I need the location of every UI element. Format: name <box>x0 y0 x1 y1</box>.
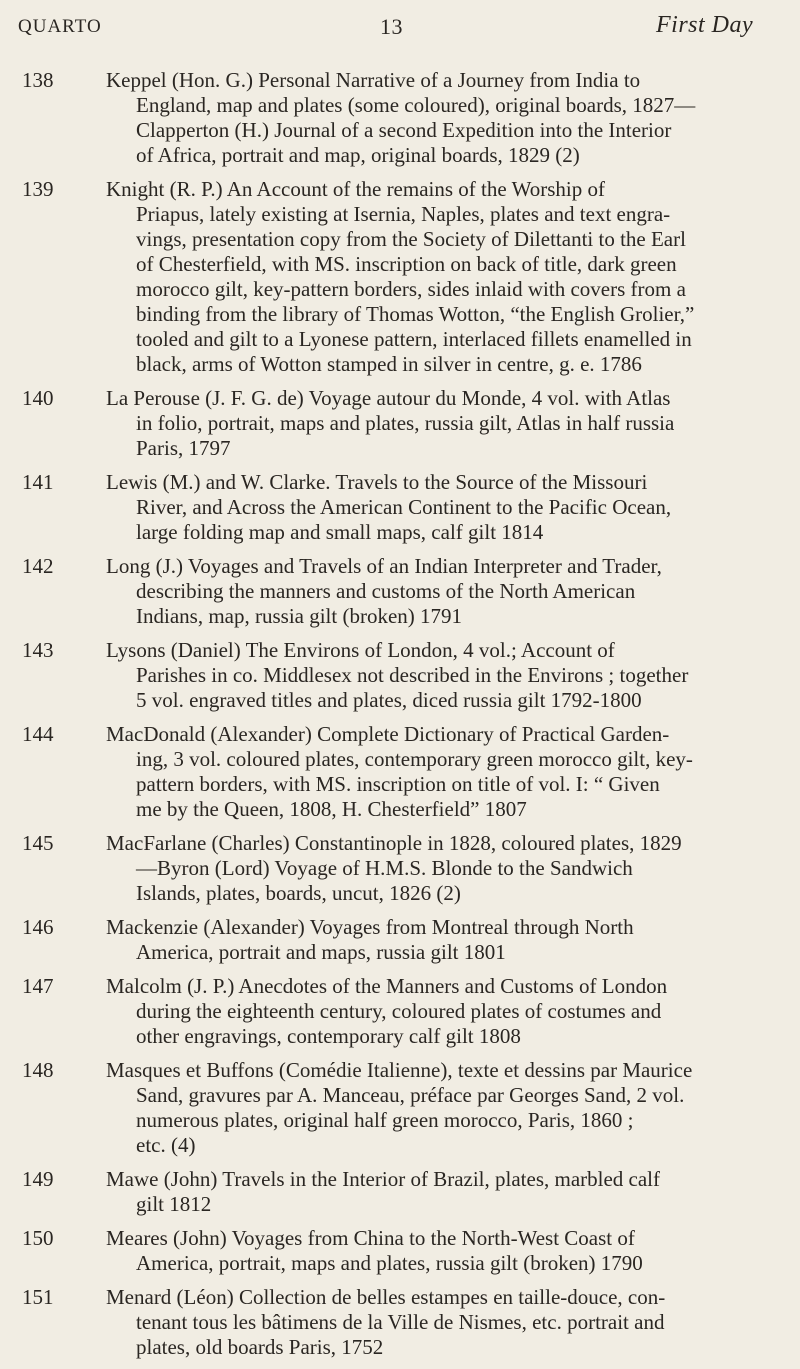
description-line: Lysons (Daniel) The Environs of London, 4 vol.; Account of <box>106 638 615 662</box>
page-header <box>0 6 800 46</box>
description-line: Malcolm (J. P.) Anecdotes of the Manners and Customs of London <box>106 974 668 998</box>
description-line: MacFarlane (Charles) Constantinople in 1828, coloured plates, 1829 <box>106 831 682 855</box>
lot-number: 139 <box>22 177 54 201</box>
lot-entry <box>0 1167 800 1217</box>
lot-number: 138 <box>22 68 54 92</box>
description-line: gilt 1812 <box>136 1192 212 1216</box>
lot-entry <box>0 1058 800 1158</box>
lot-entry <box>0 1226 800 1276</box>
description-line: River, and Across the American Continent to the Pacific Ocean, <box>136 495 672 519</box>
lot-description <box>106 177 778 377</box>
lot-description <box>106 722 778 822</box>
description-line: England, map and plates (some coloured), original boards, 1827— <box>136 93 696 117</box>
lot-number: 150 <box>22 1226 54 1250</box>
lot-description <box>106 1285 778 1360</box>
lot-number: 147 <box>22 974 54 998</box>
lot-description <box>106 1226 778 1276</box>
lot-entry <box>0 68 800 168</box>
lot-description <box>106 974 778 1049</box>
description-line: of Chesterfield, with MS. inscription on back of title, dark green <box>136 252 677 276</box>
description-line: large folding map and small maps, calf gilt 1814 <box>136 520 544 544</box>
description-line: in folio, portrait, maps and plates, russia gilt, Atlas in half russia <box>136 411 675 435</box>
lot-entry <box>0 386 800 461</box>
description-line: MacDonald (Alexander) Complete Dictionary of Practical Garden- <box>106 722 670 746</box>
description-line: describing the manners and customs of the North American <box>136 579 636 603</box>
description-line: of Africa, portrait and map, original boards, 1829 (2) <box>136 143 580 167</box>
lot-number: 142 <box>22 554 54 578</box>
description-line: La Perouse (J. F. G. de) Voyage autour du Monde, 4 vol. with Atlas <box>106 386 671 410</box>
description-line: black, arms of Wotton stamped in silver in centre, g. e. 1786 <box>136 352 642 376</box>
page-number: 13 <box>380 14 403 39</box>
description-line: 5 vol. engraved titles and plates, diced russia gilt 1792-1800 <box>136 688 642 712</box>
lot-description <box>106 638 778 713</box>
description-line: Lewis (M.) and W. Clarke. Travels to the Source of the Missouri <box>106 470 648 494</box>
description-line: tenant tous les bâtimens de la Ville de Nismes, etc. portrait and <box>136 1310 665 1334</box>
description-line: during the eighteenth century, coloured plates of costumes and <box>136 999 662 1023</box>
lot-number: 146 <box>22 915 54 939</box>
description-line: —Byron (Lord) Voyage of H.M.S. Blonde to the Sandwich <box>136 856 633 880</box>
description-line: morocco gilt, key-pattern borders, sides inlaid with covers from a <box>136 277 686 301</box>
description-line: Sand, gravures par A. Manceau, préface par Georges Sand, 2 vol. <box>136 1083 685 1107</box>
lot-number: 149 <box>22 1167 54 1191</box>
description-line: binding from the library of Thomas Wotton, “the English Grolier,” <box>136 302 695 326</box>
description-line: Paris, 1797 <box>136 436 231 460</box>
lot-entry <box>0 470 800 545</box>
lot-description <box>106 68 778 168</box>
description-line: numerous plates, original half green morocco, Paris, 1860 ; <box>136 1108 634 1132</box>
description-line: Mackenzie (Alexander) Voyages from Montreal through North <box>106 915 634 939</box>
description-line: America, portrait, maps and plates, russia gilt (broken) 1790 <box>136 1251 643 1275</box>
lot-description <box>106 386 778 461</box>
lot-list <box>0 68 800 1369</box>
description-line: Knight (R. P.) An Account of the remains of the Worship of <box>106 177 605 201</box>
lot-number: 140 <box>22 386 54 410</box>
lot-entry <box>0 915 800 965</box>
description-line: Keppel (Hon. G.) Personal Narrative of a Journey from India to <box>106 68 641 92</box>
description-line: plates, old boards Paris, 1752 <box>136 1335 384 1359</box>
lot-description <box>106 1167 778 1217</box>
header-format: QUARTO <box>18 16 102 37</box>
lot-description <box>106 554 778 629</box>
description-line: Priapus, lately existing at Isernia, Naples, plates and text engra- <box>136 202 671 226</box>
lot-number: 145 <box>22 831 54 855</box>
description-line: Clapperton (H.) Journal of a second Expedition into the Interior <box>136 118 672 142</box>
description-line: Indians, map, russia gilt (broken) 1791 <box>136 604 463 628</box>
description-line: Islands, plates, boards, uncut, 1826 (2) <box>136 881 461 905</box>
lot-description <box>106 1058 778 1158</box>
lot-number: 141 <box>22 470 54 494</box>
lot-entry <box>0 554 800 629</box>
description-line: etc. (4) <box>136 1133 196 1157</box>
description-line: Masques et Buffons (Comédie Italienne), texte et dessins par Maurice <box>106 1058 693 1082</box>
lot-entry <box>0 638 800 713</box>
description-line: tooled and gilt to a Lyonese pattern, interlaced fillets enamelled in <box>136 327 692 351</box>
lot-description <box>106 470 778 545</box>
lot-number: 148 <box>22 1058 54 1082</box>
lot-entry <box>0 831 800 906</box>
description-line: other engravings, contemporary calf gilt 1808 <box>136 1024 521 1048</box>
description-line: me by the Queen, 1808, H. Chesterfield” 1807 <box>136 797 527 821</box>
lot-entry <box>0 722 800 822</box>
lot-number: 144 <box>22 722 54 746</box>
description-line: pattern borders, with MS. inscription on title of vol. I: “ Given <box>136 772 660 796</box>
description-line: America, portrait and maps, russia gilt 1801 <box>136 940 506 964</box>
description-line: Menard (Léon) Collection de belles estampes en taille-douce, con- <box>106 1285 666 1309</box>
lot-description <box>106 915 778 965</box>
lot-number: 143 <box>22 638 54 662</box>
lot-number: 151 <box>22 1285 54 1309</box>
description-line: ing, 3 vol. coloured plates, contemporary green morocco gilt, key- <box>136 747 693 771</box>
description-line: Mawe (John) Travels in the Interior of Brazil, plates, marbled calf <box>106 1167 661 1191</box>
description-line: Meares (John) Voyages from China to the North-West Coast of <box>106 1226 635 1250</box>
header-sale-day: First Day <box>656 12 754 38</box>
lot-entry <box>0 974 800 1049</box>
description-line: Parishes in co. Middlesex not described in the Environs ; together <box>136 663 689 687</box>
description-line: Long (J.) Voyages and Travels of an Indian Interpreter and Trader, <box>106 554 662 578</box>
description-line: vings, presentation copy from the Society of Dilettanti to the Earl <box>136 227 686 251</box>
lot-entry <box>0 1285 800 1360</box>
lot-entry <box>0 177 800 377</box>
lot-description <box>106 831 778 906</box>
